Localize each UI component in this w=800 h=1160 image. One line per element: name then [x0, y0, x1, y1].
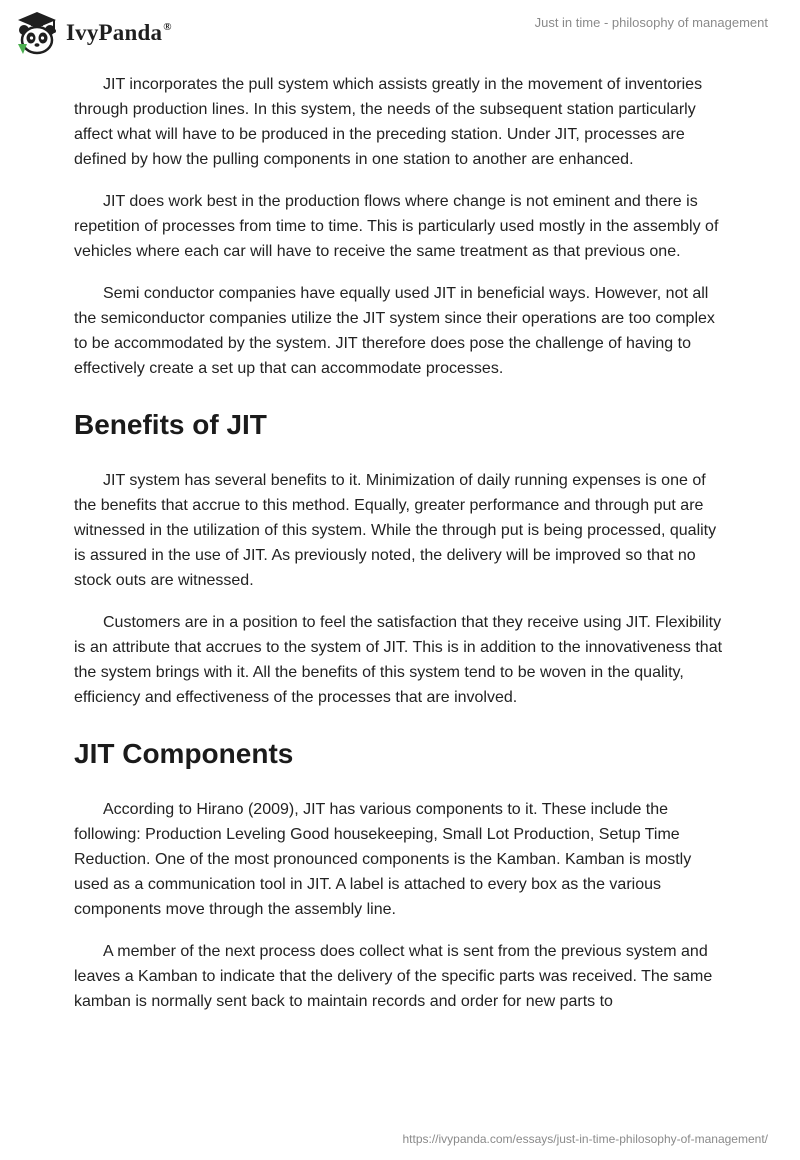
paragraph: JIT incorporates the pull system which assists greatly in the movement of inventories through production lines. In this system, the needs of the subsequent station particularly affect what will have to be produced in the preceding station. Under JIT, processes are defined by how the pulling components in one station to another are enhanced. — [74, 76, 703, 168]
source-url-link[interactable]: https://ivypanda.com/essays/just-in-time-philosophy-of-management/ — [402, 1132, 768, 1146]
panda-mascot-icon — [14, 10, 60, 56]
section-heading-benefits: Benefits of JIT — [74, 409, 267, 440]
logo-text: IvyPanda® — [66, 20, 172, 45]
paragraph: Semi conductor companies have equally used JIT in beneficial ways. However, not all the semiconductor companies utilize the JIT system since their operations are too complex to be accommodated by the system. JIT therefore does pose the challenge of having to effectively create a set up that can accommodate processes. — [74, 285, 715, 377]
paragraph: JIT does work best in the production flows where change is not eminent and there is repetition of processes from time to time. This is particularly used mostly in the assembly of vehicles where each car will have to receive the same treatment as that previous one. — [74, 193, 719, 260]
registered-mark: ® — [163, 21, 172, 33]
section-heading-components: JIT Components — [74, 738, 294, 769]
paragraph: Customers are in a position to feel the satisfaction that they receive using JIT. Flexibility is an attribute that accrues to the system of JIT. This is in addition to the innovativeness that the system brings with it. All the benefits of this system tend to be woven in the quality, efficiency and effectiveness of the processes that are involved. — [74, 614, 723, 706]
paragraph: JIT system has several benefits to it. Minimization of daily running expenses is one of the benefits that accrue to this method. Equally, greater performance and through put are witnessed in the utilization of this system. While the through put is being processed, quality is assured in the use of JIT. As previously noted, the delivery will be improved so that no stock outs are witnessed. — [74, 472, 717, 589]
document-title: Just in time - philosophy of management — [534, 15, 768, 30]
paragraph: According to Hirano (2009), JIT has various components to it. These include the following: Production Leveling Good housekeeping, Small Lot Production, Setup Time Reduction. One of the most pronounced components is the Kamban. Kamban is mostly used as a communication tool in JIT. A label is attached to every box as the various components move through the assembly line. — [74, 801, 692, 918]
site-logo[interactable] — [14, 10, 172, 56]
paragraph: A member of the next process does collect what is sent from the previous system and leaves a Kamban to indicate that the delivery of the specific parts was received. The same kamban is normally sent back to maintain records and order for new parts to — [74, 943, 713, 1010]
essay-content — [74, 72, 726, 1031]
